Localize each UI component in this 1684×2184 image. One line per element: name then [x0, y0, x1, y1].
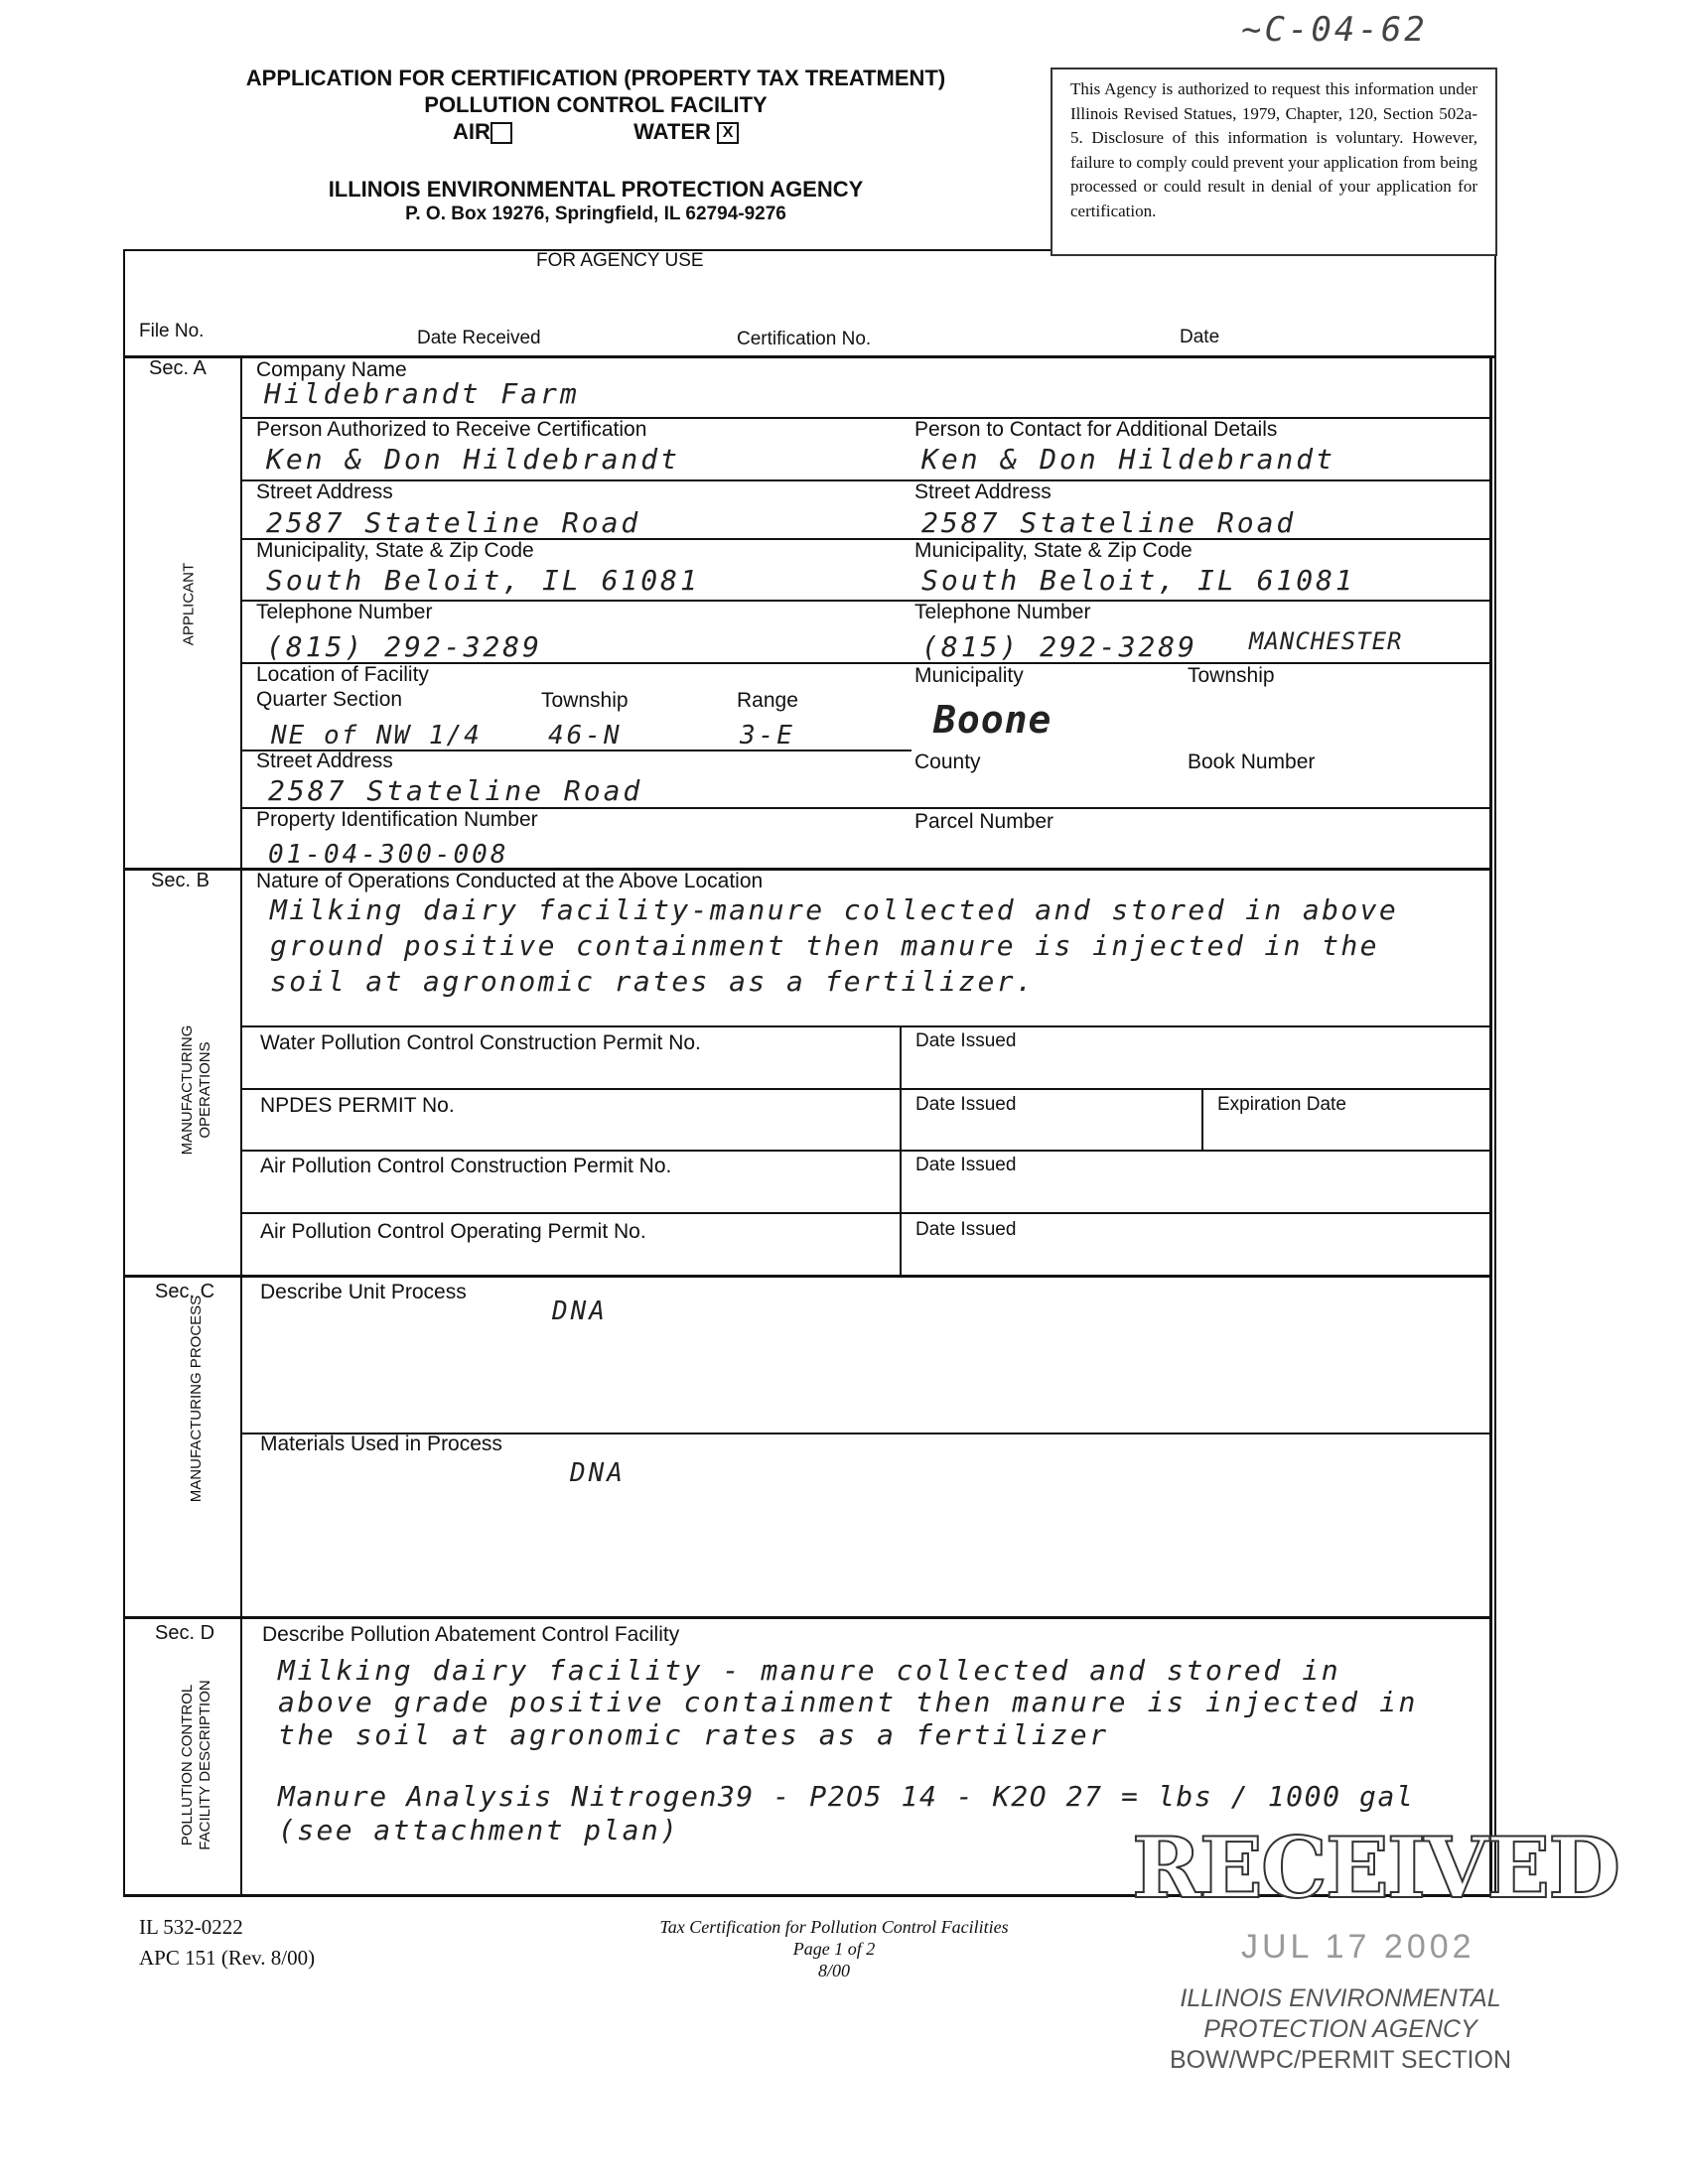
unit-process-value: DNA: [552, 1297, 608, 1326]
street2-value: 2587 Stateline Road: [268, 774, 643, 807]
apc-number: APC 151 (Rev. 8/00): [139, 1946, 316, 1970]
sec-c-side: MANUFACTURING PROCESS: [188, 1295, 205, 1503]
air-operating-label: Air Pollution Control Operating Permit No.: [260, 1220, 646, 1243]
materials-label: Materials Used in Process: [260, 1433, 502, 1455]
municipality-label-right: Municipality, State & Zip Code: [914, 539, 1193, 562]
pin-label: Property Identification Number: [256, 808, 538, 831]
telephone-label-left: Telephone Number: [256, 601, 433, 623]
air-operating-date-issued: Date Issued: [915, 1219, 1017, 1240]
footer-center: [556, 1916, 1112, 1981]
range-label: Range: [737, 689, 798, 712]
unit-process-label: Describe Unit Process: [260, 1281, 467, 1303]
air-construction-label: Air Pollution Control Construction Permit No.: [260, 1155, 672, 1177]
person-contact-label: Person to Contact for Additional Details: [914, 418, 1278, 441]
manure-analysis: Manure Analysis Nitrogen39 - P2O5 14 - K2O 27 = lbs / 1000 gal: [278, 1780, 1415, 1813]
expiration-label: Expiration Date: [1217, 1094, 1346, 1115]
street-value-left: 2587 Stateline Road: [266, 506, 641, 539]
form-number: IL 532-0222: [139, 1915, 243, 1939]
facility-line2: above grade positive containment then manure is injected in: [278, 1686, 1418, 1718]
nature-line3: soil at agronomic rates as a fertilizer.: [270, 965, 1036, 998]
street2-label: Street Address: [256, 750, 393, 772]
sec-c-label: Sec. C: [155, 1281, 215, 1302]
pin-value: 01-04-300-008: [268, 840, 509, 870]
municipality2-label: Municipality: [914, 664, 1024, 687]
municipality-value-right: South Beloit, IL 61081: [921, 564, 1355, 597]
company-name-label: Company Name: [256, 358, 407, 381]
title-line1: APPLICATION FOR CERTIFICATION (PROPERTY TAX TREATMENT): [245, 66, 946, 90]
agency-name: ILLINOIS ENVIRONMENTAL PROTECTION AGENCY: [328, 177, 864, 202]
sec-b-label: Sec. B: [151, 870, 210, 891]
manchester-note: MANCHESTER: [1249, 627, 1403, 655]
location-label: Location of Facility: [256, 663, 429, 686]
facility-line1: Milking dairy facility - manure collected and stored in: [278, 1654, 1341, 1687]
quarter-label: Quarter Section: [256, 688, 403, 711]
county-label: County: [914, 751, 981, 773]
npdes-date-issued: Date Issued: [915, 1094, 1017, 1115]
air-construction-date-issued: Date Issued: [915, 1155, 1017, 1175]
municipality-label-left: Municipality, State & Zip Code: [256, 539, 534, 562]
range-value: 3-E: [740, 721, 795, 751]
air-label: AIR: [452, 119, 491, 144]
telephone-value-right: (815) 292-3289: [921, 630, 1198, 663]
sec-a-side: APPLICANT: [180, 562, 198, 646]
street-label-left: Street Address: [256, 480, 393, 503]
sec-b-side: MANUFACTURING OPERATIONS: [179, 1024, 213, 1156]
township2-label: Township: [1188, 664, 1275, 687]
facility-type: [149, 118, 1043, 145]
title-line2: POLLUTION CONTROL FACILITY: [424, 92, 768, 117]
facility-line3: the soil at agronomic rates as a fertilizer: [278, 1718, 1109, 1751]
file-no-label: File No.: [139, 321, 205, 341]
npdes-label: NPDES PERMIT No.: [260, 1094, 455, 1117]
footer-center-line2: Page 1 of 2: [792, 1939, 876, 1959]
water-label: WATER: [633, 119, 711, 144]
telephone-label-right: Telephone Number: [914, 601, 1091, 623]
street-label-right: Street Address: [914, 480, 1052, 503]
parcel-label: Parcel Number: [914, 810, 1054, 833]
form-title: [149, 65, 1043, 145]
township-value: 46-N: [548, 721, 623, 751]
footer-center-line3: 8/00: [817, 1961, 850, 1980]
stamp-line1: ILLINOIS ENVIRONMENTAL: [1180, 1984, 1501, 2012]
municipality-value-left: South Beloit, IL 61081: [266, 564, 700, 597]
sec-a-label: Sec. A: [149, 357, 207, 379]
person-authorized-value: Ken & Don Hildebrandt: [266, 443, 681, 476]
received-stamp: RECEIVED: [1132, 1819, 1619, 1917]
attachment-note: (see attachment plan): [278, 1814, 680, 1846]
sec-d-side-line1: POLLUTION CONTROL: [179, 1684, 196, 1846]
describe-facility-label: Describe Pollution Abatement Control Facility: [262, 1623, 680, 1646]
person-authorized-label: Person Authorized to Receive Certification: [256, 418, 647, 441]
book-label: Book Number: [1188, 751, 1316, 773]
stamp-line2: PROTECTION AGENCY: [1203, 2015, 1477, 2043]
water-permit-label: Water Pollution Control Construction Permit No.: [260, 1031, 701, 1054]
nature-line2: ground positive containment then manure is injected in the: [270, 929, 1379, 962]
received-date: JUL 17 2002: [1241, 1928, 1475, 1966]
water-permit-date-issued: Date Issued: [915, 1030, 1017, 1051]
nature-label: Nature of Operations Conducted at the Above Location: [256, 870, 764, 892]
materials-value: DNA: [570, 1458, 626, 1488]
sec-d-side-line2: FACILITY DESCRIPTION: [197, 1680, 213, 1850]
telephone-value-left: (815) 292-3289: [266, 630, 543, 663]
air-checkbox[interactable]: [491, 122, 512, 144]
company-name-value: Hildebrandt Farm: [264, 377, 580, 410]
corner-mark: ~C-04-62: [1241, 10, 1428, 50]
agency-address: P. O. Box 19276, Springfield, IL 62794-9276: [405, 204, 786, 224]
date-received-label: Date Received: [417, 328, 541, 348]
agency-use-title: FOR AGENCY USE: [536, 250, 704, 271]
quarter-value: NE of NW 1/4: [271, 721, 482, 751]
nature-line1: Milking dairy facility-manure collected and stored in above: [270, 893, 1399, 926]
date-label: Date: [1180, 327, 1220, 347]
stamp-agency: [1152, 1983, 1529, 2076]
person-contact-value: Ken & Don Hildebrandt: [921, 443, 1336, 476]
certification-no-label: Certification No.: [737, 329, 872, 349]
street-value-right: 2587 Stateline Road: [921, 506, 1297, 539]
stamp-line3: BOW/WPC/PERMIT SECTION: [1170, 2046, 1511, 2074]
sec-d-side: [179, 1656, 214, 1874]
water-checkbox[interactable]: X: [717, 122, 739, 144]
boone-value: Boone: [933, 698, 1052, 742]
privacy-notice: This Agency is authorized to request this information under Illinois Revised Statues, 1979, Chapter, 120, Section 502a-5. Disclosure of this information is voluntary. However, failure to comply could prevent your application from being processed or could result in denial of your application for certification.: [1051, 68, 1497, 256]
footer-center-line1: Tax Certification for Pollution Control Facilities: [659, 1917, 1009, 1937]
township-label: Township: [541, 689, 629, 712]
sec-d-label: Sec. D: [155, 1622, 215, 1644]
